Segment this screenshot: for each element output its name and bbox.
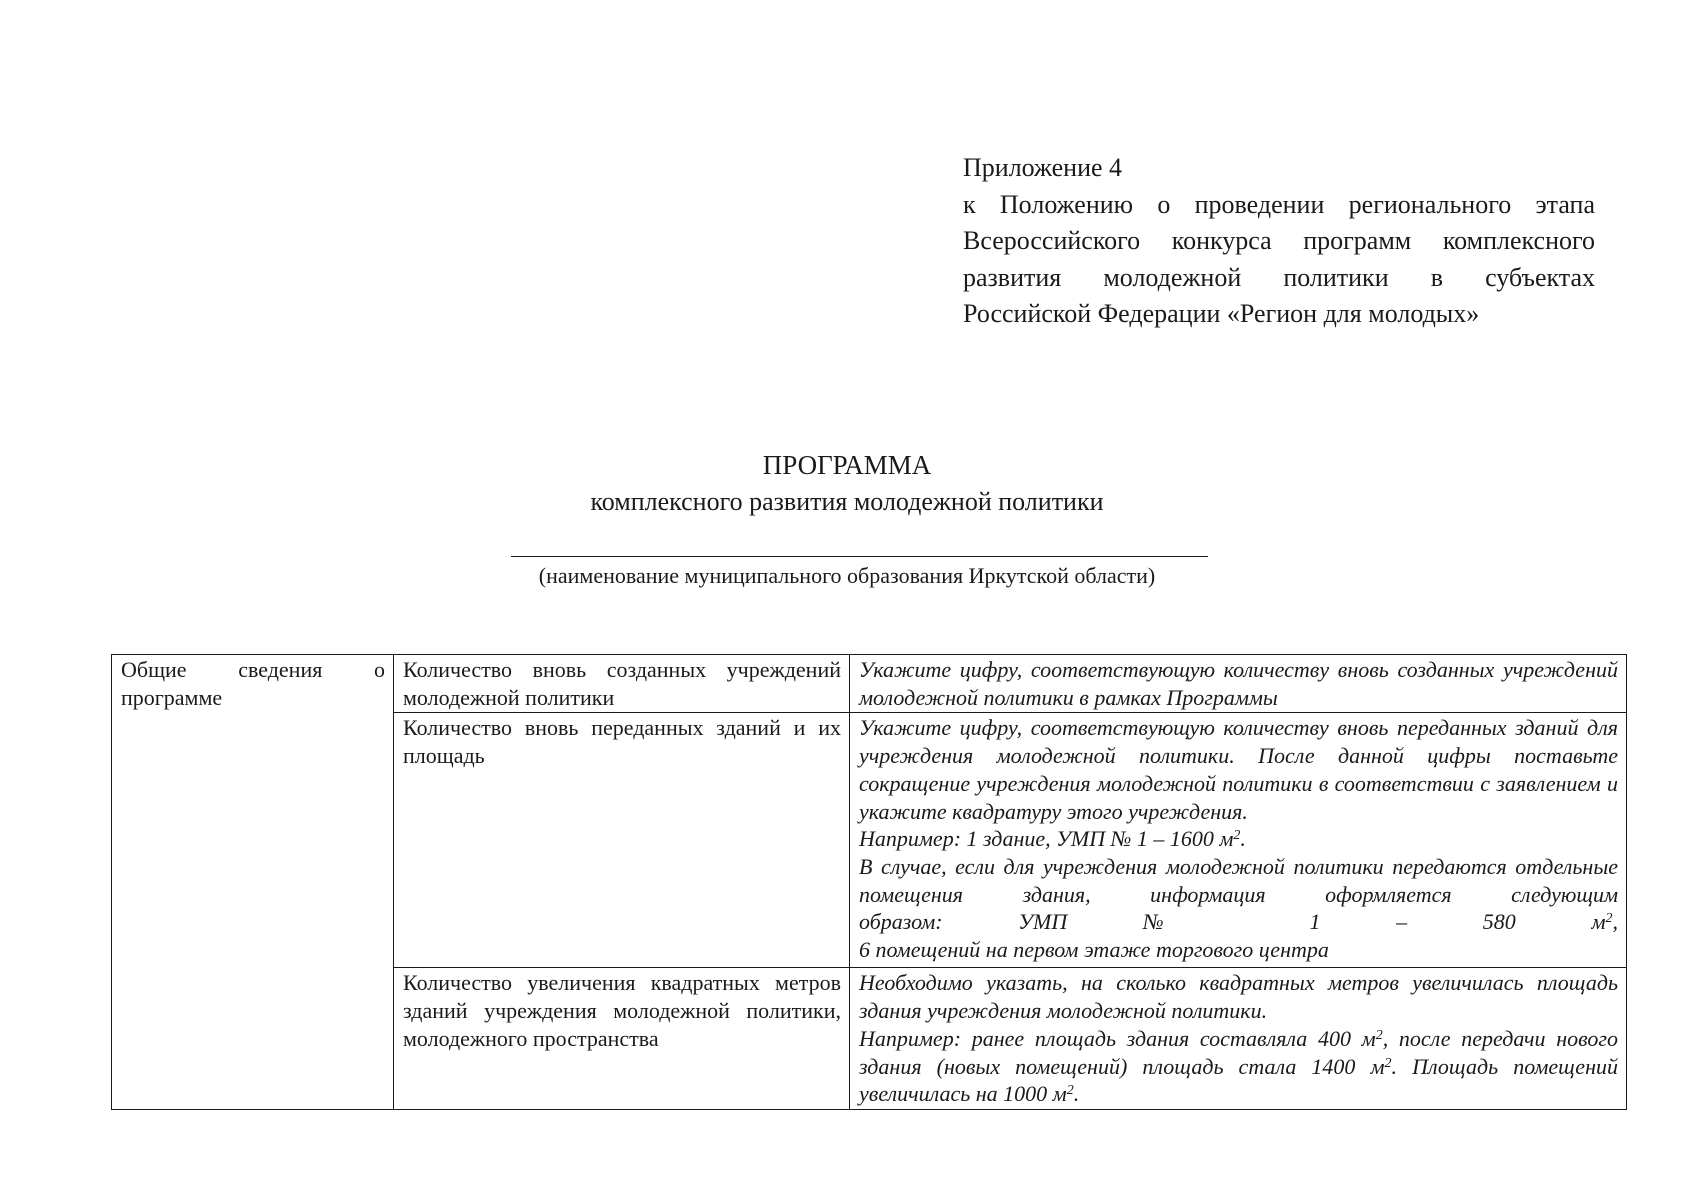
appendix-reference-line: к Положению о проведении регионального этапа: [963, 189, 1595, 219]
appendix-number: Приложение 4: [963, 153, 1123, 182]
appendix-reference-line: развития молодежной политики в субъектах: [963, 262, 1595, 292]
appendix-reference-line: Российской Федерации «Регион для молодых»: [963, 299, 1480, 328]
indicator-label: Количество вновь переданных зданий и их площадь: [403, 715, 841, 769]
indicator-cell: [394, 713, 850, 968]
program-table: [111, 654, 1627, 1110]
instruction-text: В случае, если для учреждения молодежной политики передаются отдельные помещения здания, информация оформляется следующим: [859, 853, 1618, 907]
indicator-cell: [394, 968, 850, 1110]
instruction-example: Например: ранее площадь здания составляла 400 $м^2$, после передачи нового здания (новых помещений) площадь стала 1400 $м^2$. Площадь помещений увеличилась на 1000 $м^2$.: [859, 1025, 1618, 1107]
appendix-header: [963, 150, 1595, 333]
instruction-text: Укажите цифру, соответствующую количеству вновь созданных учреждений молодежной политики в рамках Программы: [859, 657, 1618, 710]
indicator-label: Количество увеличения квадратных метров зданий учреждения молодежной политики, молодежного пространства: [403, 970, 841, 1051]
municipality-name-blank: [511, 556, 1208, 557]
indicator-cell: [394, 655, 850, 713]
indicator-label: Количество вновь созданных учреждений молодежной политики: [403, 657, 841, 710]
instruction-cell: [850, 968, 1627, 1110]
instruction-text: Укажите цифру, соответствующую количеству вновь переданных зданий для учреждения молодежной политики. После данной цифры поставьте сокращение учреждения молодежной политики в соответствии с заявлением и укажите квадратуру этого учреждения.: [859, 715, 1618, 824]
table-row: [112, 655, 1627, 713]
municipality-name-caption: (наименование муниципального образования Иркутской области): [538, 563, 1156, 588]
instruction-format-tail: 6 помещений на первом этаже торгового центра: [859, 937, 1329, 963]
appendix-reference-line: Всероссийского конкурса программ комплексного: [963, 226, 1595, 255]
section-label-cell: [112, 655, 394, 1110]
instruction-example: Например: 1 здание, УМП № 1 – 1600 $м^2$.: [859, 826, 1246, 852]
instruction-cell: [850, 713, 1627, 968]
document-subtitle: комплексного развития молодежной политики: [590, 487, 1104, 516]
section-label: Общие сведения о программе: [121, 657, 385, 710]
instruction-text: Необходимо указать, на сколько квадратных метров увеличилась площадь здания учреждения молодежной политики.: [859, 970, 1618, 1024]
instruction-cell: [850, 655, 1627, 713]
instruction-format-line: образом: УМП № 1 – 580 $м^2$,: [859, 909, 1618, 935]
document-title: ПРОГРАММА: [762, 450, 932, 480]
